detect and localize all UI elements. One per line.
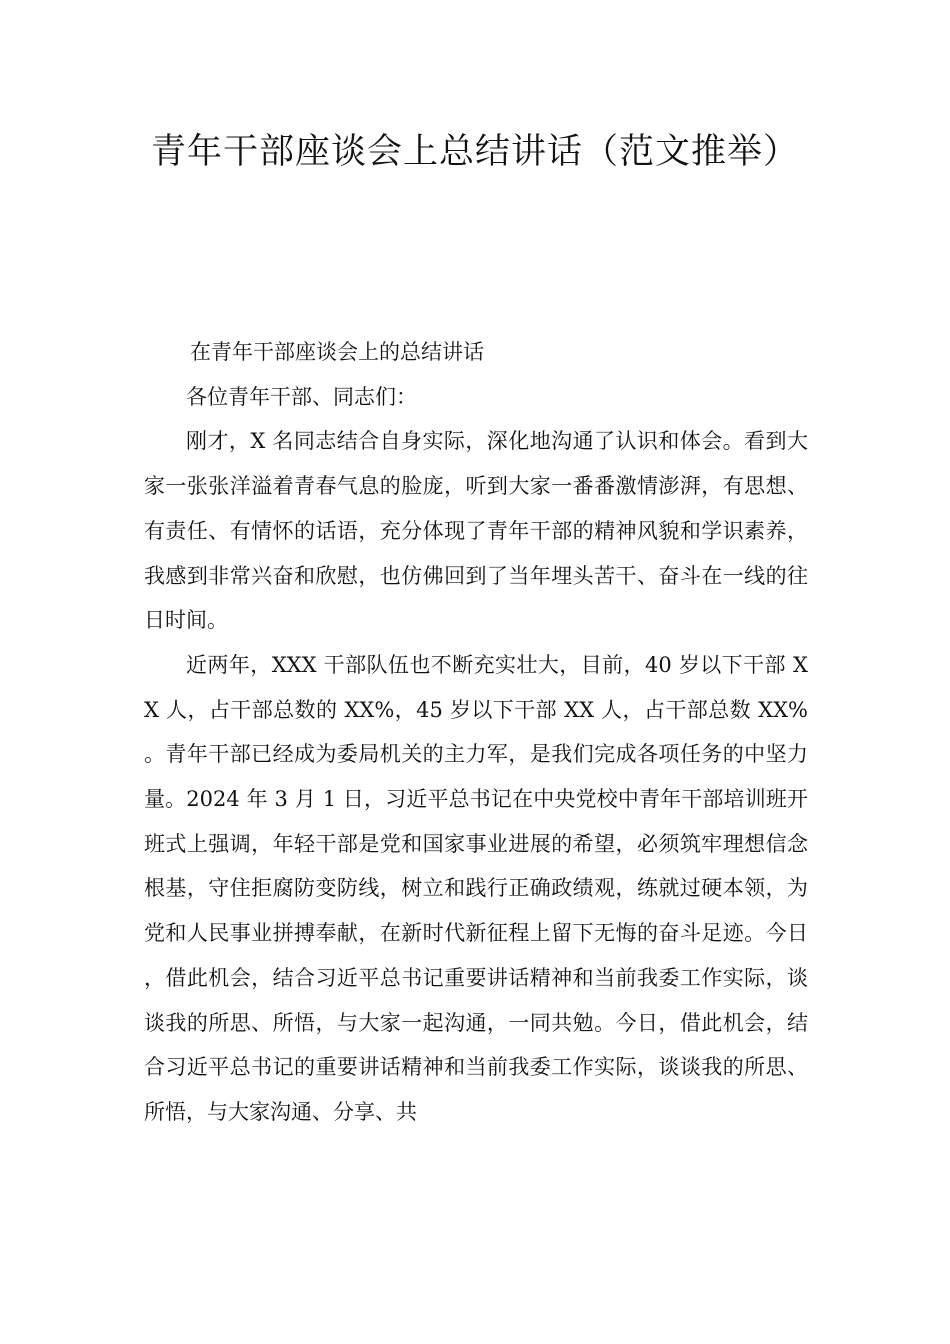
paragraph-1: 刚才，X 名同志结合自身实际，深化地沟通了认识和体会。看到大家一张张洋溢着青春气息的脸庞，听到大家一番番激情澎湃，有思想、有责任、有情怀的话语，充分体现了青年干部的精神风貌和学识素养，我感到非常兴奋和欣慰，也仿佛回到了当年埋头苦干、奋斗在一线的往日时间。	[144, 429, 808, 633]
salutation: 各位青年干部、同志们：	[186, 384, 417, 409]
paragraph-2: 近两年，XXX 干部队伍也不断充实壮大，目前，40 岁以下干部 XX 人，占干部总数的 XX%，45 岁以下干部 XX 人，占干部总数 XX%。青年干部已经成为委局机关的主力军，是我们完成各项任务的中坚力量。2024 年 3 月 1 日，习近平总书记在中央党校中青年干部培训班开班式上强调，年轻干部是党和国家事业进展的希望，必须筑牢理想信念根基，守住拒腐防变防线，树立和践行正确政绩观，练就过硬本领，为党和人民事业拼搏奉献，在新时代新征程上留下无悔的奋斗足迹。今日，借此机会，结合习近平总书记重要讲话精神和当前我委工作实际，谈谈我的所思、所悟，与大家一起沟通，一同共勉。今日，借此机会，结合习近平总书记的重要讲话精神和当前我委工作实际，谈谈我的所思、所悟，与大家沟通、分享、共	[144, 652, 808, 1124]
document-title: 青年干部座谈会上总结讲话（范文推举）	[150, 132, 799, 172]
speech-heading: 在青年干部座谈会上的总结讲话	[190, 340, 484, 364]
document-body	[144, 330, 808, 1135]
